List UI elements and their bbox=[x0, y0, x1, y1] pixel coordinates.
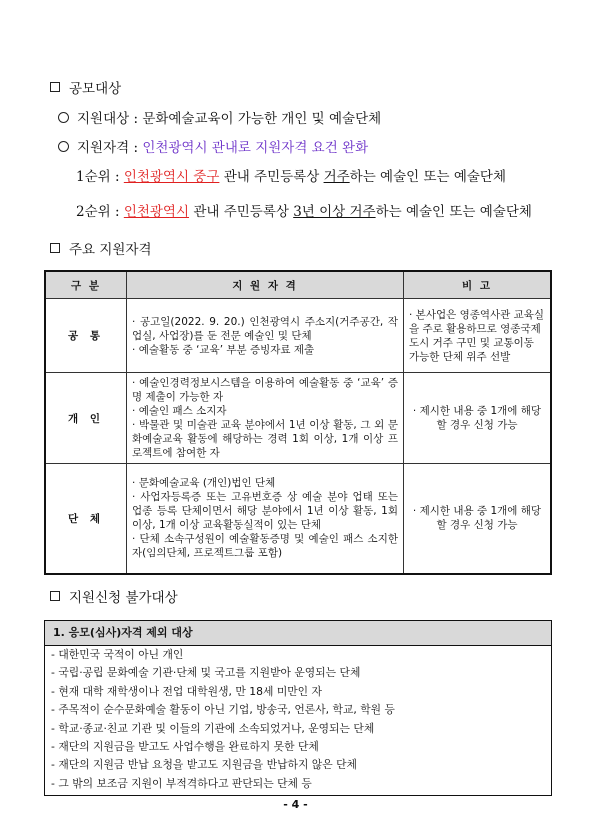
rank2-years: 3년 이상 거주 bbox=[293, 204, 376, 220]
qualification-label: 지원자격 : bbox=[77, 140, 139, 156]
section-title: 지원신청 불가대상 bbox=[69, 590, 178, 606]
list-item: · 공고일(2022. 9. 20.) 인천광역시 주소지(거주공간, 작업실, 사업장)를 둔 전문 예술인 및 단체 bbox=[132, 315, 398, 342]
rank2-line bbox=[76, 200, 532, 220]
list-item: - 재단의 지원금 반납 요청을 받고도 지원금을 반납하지 않은 단체 bbox=[51, 756, 545, 774]
ineligible-heading: 1. 응모(심사)자격 제외 대상 bbox=[45, 621, 551, 646]
list-item: - 학교·종교·친교 기관 및 이들의 기관에 소속되었거나, 운영되는 단체 bbox=[51, 720, 545, 738]
target-line bbox=[58, 107, 381, 127]
rank1-reside: 거주 bbox=[323, 169, 350, 185]
square-bullet-icon bbox=[50, 243, 60, 253]
rank1-text-b: 하는 예술인 또는 예술단체 bbox=[349, 169, 506, 185]
square-bullet-icon bbox=[50, 82, 60, 92]
target-label: 지원대상 : bbox=[77, 111, 139, 127]
list-item: · 사업자등록증 또는 고유번호증 상 예술 분야 업태 또는 업종 등록 단체이면서 해당 분야에서 1년 이상 활동, 1회 이상, 1개 이상 교육활동실적이 있는 단체 bbox=[132, 491, 398, 532]
list-item: - 국립·공립 문화예술 기관·단체 및 국고를 지원받아 운영되는 단체 bbox=[51, 664, 545, 682]
table-header-row bbox=[45, 271, 551, 299]
list-item: · 예술인경력정보시스템을 이용하여 예술활동 중 ‘교육’ 증명 제출이 가능한 자 bbox=[132, 377, 398, 403]
list-item: - 현재 대학 재학생이나 전업 대학원생, 만 18세 미만인 자 bbox=[51, 683, 545, 701]
requirements-table bbox=[44, 270, 552, 575]
list-item: - 그 밖의 보조금 지원이 부적격하다고 판단되는 단체 등 bbox=[51, 775, 545, 793]
row-note: · 본사업은 영종역사관 교육실을 주로 활용하므로 영종국제도시 거주 구민 및 교통이동 가능한 단체 위주 선발 bbox=[404, 299, 552, 373]
row-category: 단 체 bbox=[45, 464, 127, 574]
rank2-region: 인천광역시 bbox=[123, 204, 190, 220]
row-requirements bbox=[127, 299, 404, 373]
list-item: · 박물관 및 미술관 교육 분야에서 1년 이상 활동, 그 외 문화예술교육 활동에 해당하는 경력 1회 이상, 1개 이상 프로젝트에 참여한 자 bbox=[132, 419, 398, 459]
list-item: - 주목적이 순수문화예술 활동이 아닌 기업, 방송국, 언론사, 학교, 학원 등 bbox=[51, 701, 545, 719]
section-main-req-heading bbox=[50, 238, 152, 258]
row-note: · 제시한 내용 중 1개에 해당할 경우 신청 가능 bbox=[404, 464, 552, 574]
header-requirements: 지 원 자 격 bbox=[127, 271, 404, 299]
header-notes: 비 고 bbox=[404, 271, 552, 299]
rank1-prefix: 1순위 : bbox=[76, 169, 120, 185]
section-title: 공모대상 bbox=[69, 81, 122, 97]
section-title: 주요 지원자격 bbox=[69, 242, 152, 258]
rank1-text-a: 관내 주민등록상 bbox=[223, 169, 320, 185]
target-value: 문화예술교육이 가능한 개인 및 예술단체 bbox=[142, 111, 382, 127]
list-item: · 단체 소속구성원이 예술활동증명 및 예술인 패스 소지한 자(임의단체, 프로젝트그룹 포함) bbox=[132, 533, 398, 560]
section-recruit-heading bbox=[50, 77, 121, 97]
list-item: · 문화예술교육 (개인)법인 단체 bbox=[132, 477, 276, 490]
ineligible-panel bbox=[44, 620, 552, 796]
list-item: · 예술인 패스 소지자 bbox=[132, 405, 227, 417]
qualification-value: 인천광역시 관내로 지원자격 요건 완화 bbox=[142, 140, 369, 156]
row-category: 개 인 bbox=[45, 373, 127, 464]
row-requirements bbox=[127, 464, 404, 574]
table-row bbox=[45, 464, 551, 574]
row-note: · 제시한 내용 중 1개에 해당할 경우 신청 가능 bbox=[404, 373, 552, 464]
list-item: · 예술활동 중 ‘교육’ 부분 증빙자료 제출 bbox=[132, 343, 315, 356]
rank2-text-a: 관내 주민등록상 bbox=[193, 204, 289, 220]
rank2-text-b: 하는 예술인 또는 예술단체 bbox=[375, 204, 532, 220]
circle-bullet-icon bbox=[58, 112, 69, 123]
square-bullet-icon bbox=[50, 591, 60, 601]
rank1-line bbox=[76, 165, 506, 185]
table-row bbox=[45, 373, 551, 464]
row-requirements bbox=[127, 373, 404, 464]
ineligible-list bbox=[45, 646, 551, 795]
rank2-prefix: 2순위 : bbox=[76, 204, 120, 220]
list-item: - 재단의 지원금을 받고도 사업수행을 완료하지 못한 단체 bbox=[51, 738, 545, 756]
table-row bbox=[45, 299, 551, 373]
section-ineligible-heading bbox=[50, 586, 178, 606]
header-category: 구 분 bbox=[45, 271, 127, 299]
list-item: - 대한민국 국적이 아닌 개인 bbox=[51, 646, 545, 664]
qualification-line bbox=[58, 136, 368, 156]
rank1-region: 인천광역시 중구 bbox=[123, 169, 220, 185]
circle-bullet-icon bbox=[58, 141, 69, 152]
row-category: 공 통 bbox=[45, 299, 127, 373]
page-number: - 4 - bbox=[283, 798, 308, 811]
